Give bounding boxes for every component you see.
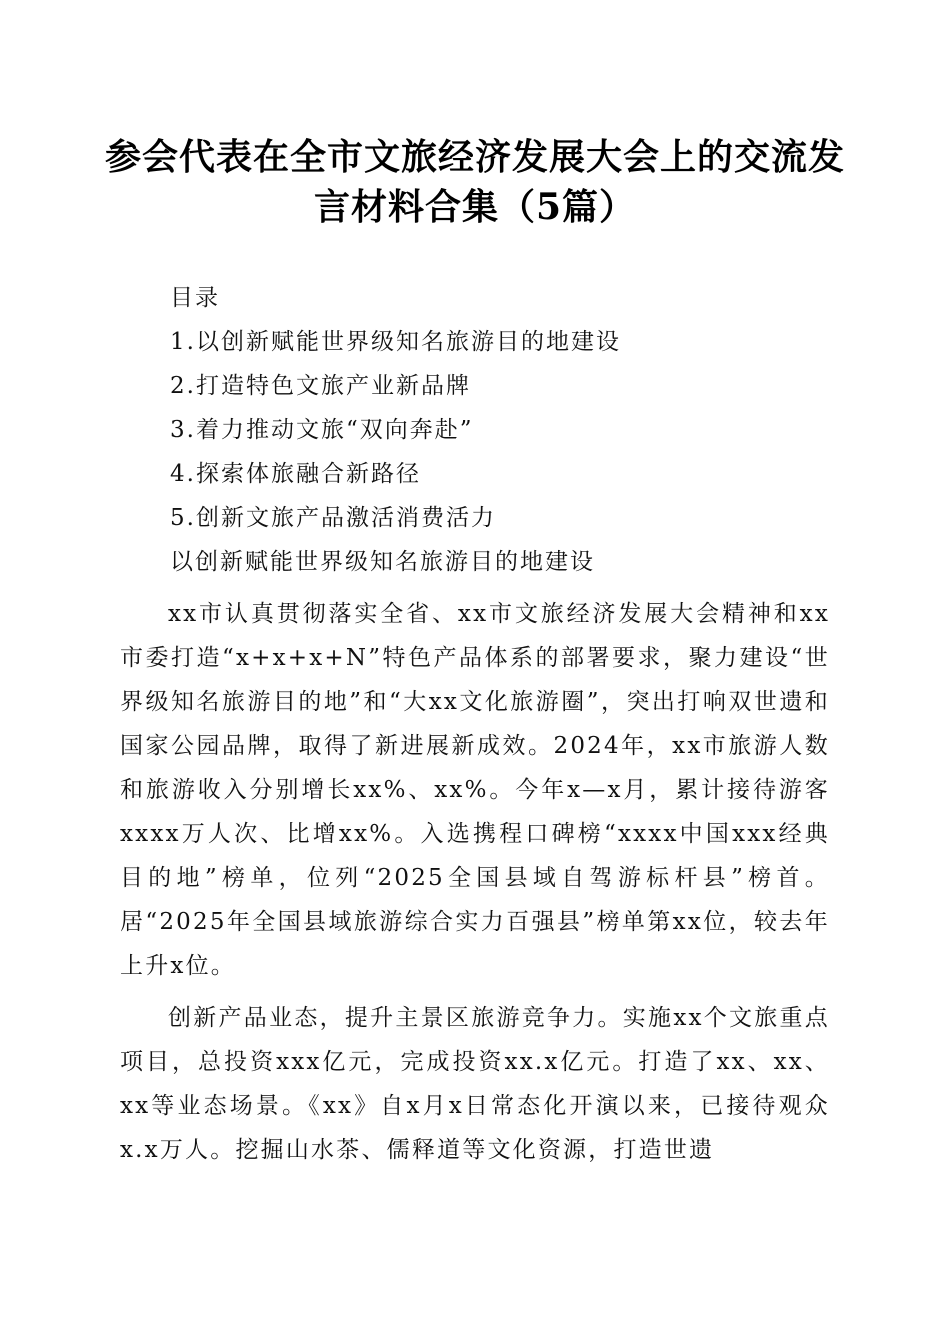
document-title xyxy=(100,132,850,232)
toc-heading: 目录 xyxy=(170,285,220,311)
body-paragraph-2: 创新产品业态，提升主景区旅游竞争力。实施xx个文旅重点项目，总投资xxx亿元，完成投资xx.x亿元。打造了xx、xx、xx等业态场景。《xx》自x月x日常态化开演以来，已接待观众x.x万人。挖掘山水茶、儒释道等文化资源，打造世遗 xyxy=(120,1005,830,1163)
toc-item: 5.创新文旅产品激活消费活力 xyxy=(170,505,496,531)
toc-item: 2.打造特色文旅产业新品牌 xyxy=(170,373,471,399)
toc-item: 1.以创新赋能世界级知名旅游目的地建设 xyxy=(170,329,621,355)
toc-item: 4.探索体旅融合新路径 xyxy=(170,461,421,487)
title-line-1: 参会代表在全市文旅经济发展大会上的交流发 xyxy=(104,136,845,178)
body-paragraph-1: xx市认真贯彻落实全省、xx市文旅经济发展大会精神和xx市委打造“x+x+x+N”特色产品体系的部署要求，聚力建设“世界级知名旅游目的地”和“大xx文化旅游圈”，突出打响双世遗和国家公园品牌，取得了新进展新成效。2024年，xx市旅游人数和旅游收入分别增长xx%、xx%。今年x—x月，累计接待游客xxxx万人次、比增xx%。入选携程口碑榜“xxxx中国xxx经典目的地”榜单，位列“2025全国县域自驾游标杆县”榜首。居“2025年全国县域旅游综合实力百强县”榜单第xx位，较去年上升x位。 xyxy=(120,601,830,979)
title-line-2: 言材料合集（5篇） xyxy=(313,186,637,228)
section-title: 以创新赋能世界级知名旅游目的地建设 xyxy=(170,549,595,575)
document-body xyxy=(120,276,830,1172)
toc-item: 3.着力推动文旅“双向奔赴” xyxy=(170,417,474,443)
